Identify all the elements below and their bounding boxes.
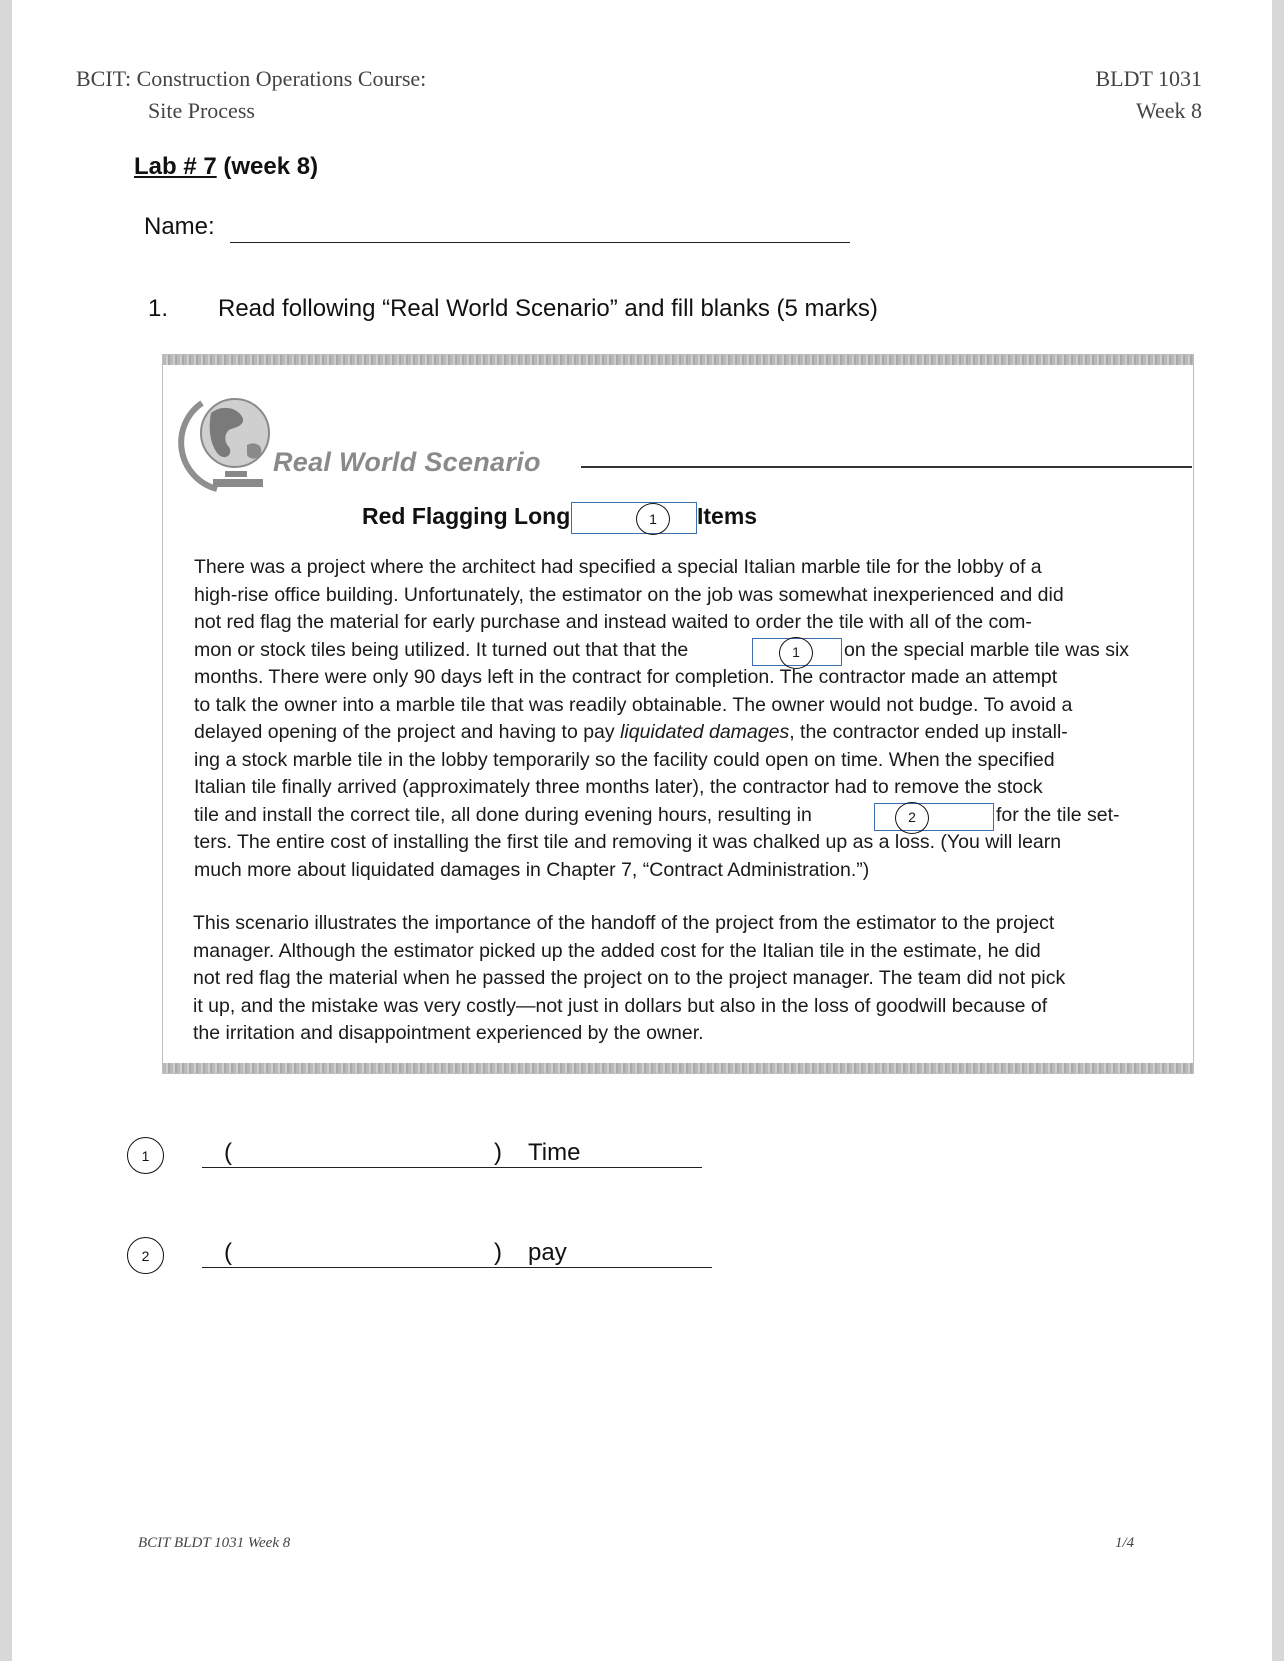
scenario-bottom-border — [163, 1063, 1193, 1073]
para-line: not red flag the material for early purchase and instead waited to order the tile with all of the com- — [194, 611, 1032, 633]
scenario-subtitle-end: Items — [697, 503, 758, 529]
para-line-with-blank-1 — [194, 637, 1184, 665]
para-line: ing a stock marble tile in the lobby temporarily so the facility could open on time. When the specified — [194, 748, 1055, 771]
scenario-top-border — [163, 355, 1193, 365]
question-number: 1. — [148, 295, 169, 322]
answer-2-close: ) — [494, 1239, 502, 1266]
marker-circle-1: 1 — [779, 637, 813, 669]
para-text: tile and install the correct tile, all done during evening hours, resulting in — [194, 803, 812, 826]
para-text: , the contractor ended up install- — [789, 721, 1068, 743]
para-text: on the special marble tile was six — [844, 638, 1130, 661]
inline-blank-2[interactable] — [874, 803, 994, 831]
para-line: There was a project where the architect had specified a special Italian marble tile for the lobby of a — [194, 556, 1042, 578]
marker-circle-1: 1 — [636, 503, 670, 535]
para-text: for the tile set- — [996, 803, 1120, 826]
para-line: Italian tile finally arrived (approximately three months later), the contractor had to remove the stock — [194, 776, 1043, 798]
scenario-subtitle-start: Red Flagging Long — [362, 503, 571, 529]
course-title: BCIT: Construction Operations Course: — [76, 66, 427, 91]
para-line: ters. The entire cost of installing the first tile and removing it was chalked up as a loss. (You will learn — [194, 831, 1062, 853]
answer-1-word: Time — [528, 1139, 581, 1166]
title-rule — [581, 466, 1192, 468]
para-line: not red flag the material when he passed the project on to the project manager. The team did not pick — [193, 967, 1066, 989]
globe-icon — [177, 385, 287, 495]
footer-left: BCIT BLDT 1031 Week 8 — [138, 1535, 291, 1551]
name-field[interactable] — [230, 241, 850, 243]
answer-marker-1: 1 — [127, 1137, 164, 1174]
answer-1-field[interactable] — [202, 1166, 702, 1168]
lab-title — [134, 153, 318, 181]
inline-blank-1[interactable] — [752, 638, 842, 666]
scenario-title: Real World Scenario — [273, 447, 541, 477]
lab-week: (week 8) — [216, 153, 319, 180]
page-number: 1/4 — [1115, 1535, 1135, 1551]
para-line: much more about liquidated damages in Chapter 7, “Contract Administration.”) — [194, 858, 870, 881]
marker-circle-2: 2 — [895, 802, 929, 834]
scenario-paragraph-2-text — [193, 910, 1183, 1048]
para-line-with-blank-2 — [194, 802, 1184, 830]
answer-2-field[interactable] — [202, 1266, 712, 1268]
lab-number: Lab # 7 — [134, 153, 217, 180]
answer-2-word: pay — [528, 1239, 567, 1266]
subtitle-blank[interactable] — [571, 502, 697, 534]
answer-1-close: ) — [494, 1139, 502, 1166]
document-page — [12, 0, 1272, 1661]
para-line: This scenario illustrates the importance of the handoff of the project from the estimator to the project — [193, 912, 1055, 934]
course-code: BLDT 1031 — [1095, 66, 1202, 91]
para-line: months. There were only 90 days left in the contract for completion. The contractor made an attempt — [194, 666, 1058, 688]
para-line: it up, and the mistake was very costly—not just in dollars but also in the loss of goodwill because of — [193, 994, 1048, 1017]
para-line: manager. Although the estimator picked up the added cost for the Italian tile in the estimate, he did — [193, 939, 1041, 962]
para-text: mon or stock tiles being utilized. It turned out that that the — [194, 638, 689, 661]
para-line: to talk the owner into a marble tile that was readily obtainable. The owner would not budge. To avoid a — [194, 693, 1073, 716]
question-text: Read following “Real World Scenario” and fill blanks (5 marks) — [218, 295, 878, 322]
para-text: delayed opening of the project and having to pay — [194, 721, 621, 743]
answer-marker-2: 2 — [127, 1237, 164, 1274]
para-line: the irritation and disappointment experienced by the owner. — [193, 1022, 704, 1044]
right-margin-shade — [1272, 0, 1284, 1661]
liquidated-damages-term: liquidated damages — [620, 721, 790, 743]
week-label: Week 8 — [1135, 98, 1202, 123]
course-subtitle: Site Process — [148, 98, 255, 123]
answer-1-open: ( — [224, 1139, 232, 1166]
answer-2-open: ( — [224, 1239, 232, 1266]
scenario-paragraph-1 — [194, 554, 1184, 884]
para-line: high-rise office building. Unfortunately, the estimator on the job was somewhat inexperienced and did — [194, 583, 1064, 606]
name-label: Name: — [144, 213, 215, 240]
para-line — [194, 719, 1184, 747]
